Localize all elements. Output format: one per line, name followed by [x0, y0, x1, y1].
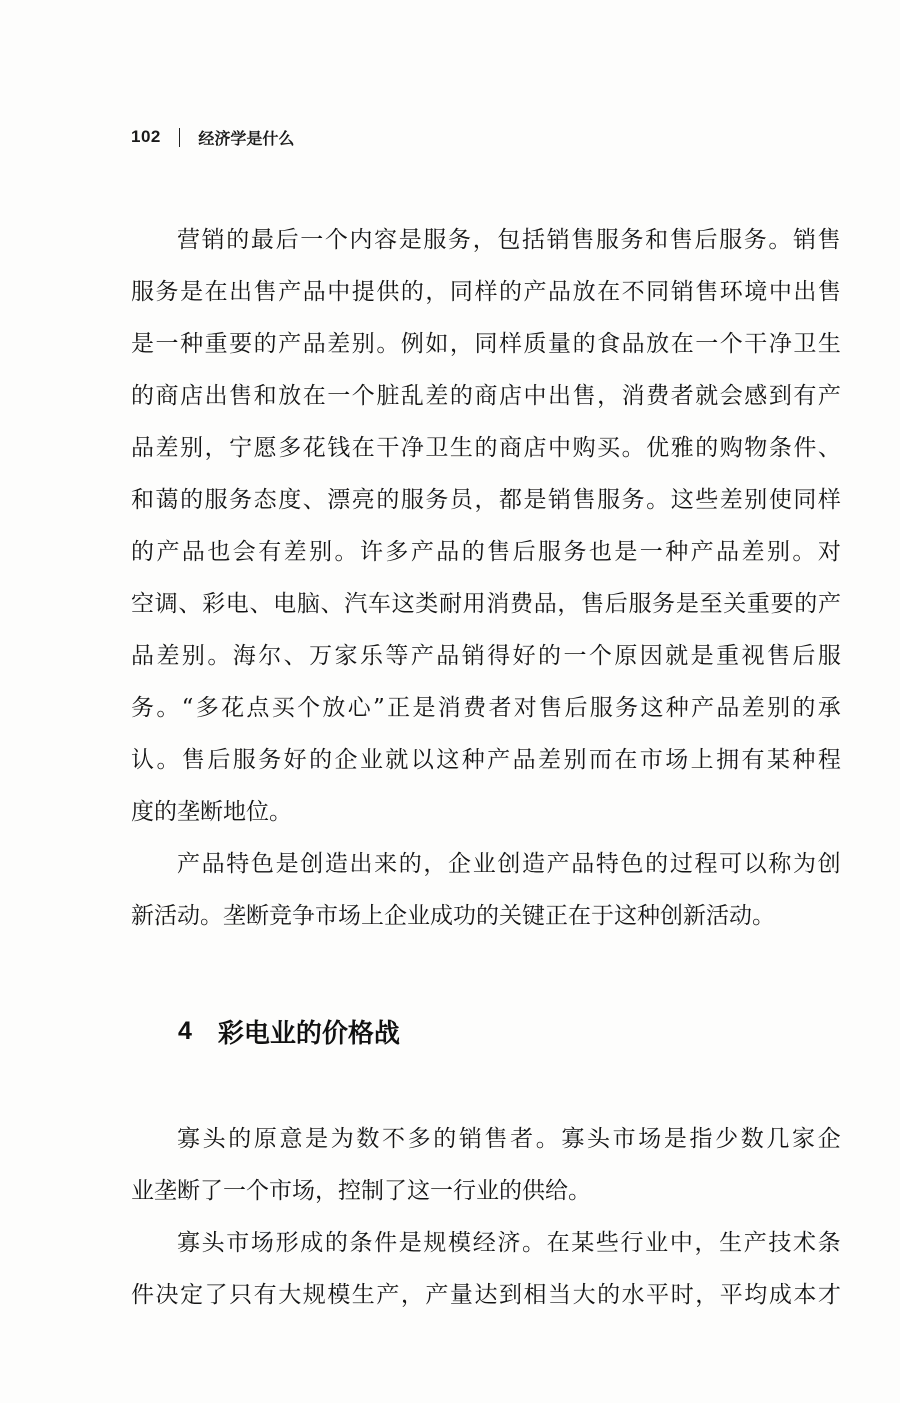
running-head — [131, 123, 294, 151]
text-line: 件 决 定 了 只 有 大 规 模 生 产 ， 产 量 达 到 相 当 大 的 水 平 时 ， 平 均 成 本 才 — [131, 1282, 841, 1308]
text-line: 寡 头 的 原 意 是 为 数 不 多 的 销 售 者 。 寡 头 市 场 是 指 少 数 几 家 企 — [177, 1126, 841, 1152]
text-line: 度的垄断地位。 — [131, 799, 292, 825]
text-line: 务 。 “ 多 花 点 买 个 放 心 ” 正 是 消 费 者 对 售 后 服 务 这 种 产 品 差 别 的 承 — [131, 695, 841, 721]
text-line: 空 调 、 彩 电 、 电 脑 、 汽 车 这 类 耐 用 消 费 品 ， 售 后 服 务 是 至 关 重 要 的 产 — [131, 591, 841, 617]
text-line: 品 差 别 。 海 尔 、 万 家 乐 等 产 品 销 得 好 的 一 个 原 因 就 是 重 视 售 后 服 — [131, 643, 841, 669]
text-line: 的 产 品 也 会 有 差 别 。 许 多 产 品 的 售 后 服 务 也 是 一 种 产 品 差 别 。 对 — [131, 539, 841, 565]
text-line: 服 务 是 在 出 售 产 品 中 提 供 的 ， 同 样 的 产 品 放 在 不 同 销 售 环 境 中 出 售 — [131, 279, 841, 305]
text-line: 新活动。垄断竞争市场上企业成功的关键正在于这种创新活动。 — [131, 903, 775, 929]
text-line: 寡 头 市 场 形 成 的 条 件 是 规 模 经 济 。 在 某 些 行 业 中 ， 生 产 技 术 条 — [177, 1230, 841, 1256]
text-line: 和 蔼 的 服 务 态 度 、 漂 亮 的 服 务 员 ， 都 是 销 售 服 务 。 这 些 差 别 使 同 样 — [131, 487, 841, 513]
page-number: 102 — [131, 127, 161, 146]
text-line: 认 。 售 后 服 务 好 的 企 业 就 以 这 种 产 品 差 别 而 在 市 场 上 拥 有 某 种 程 — [131, 747, 841, 773]
text-line: 的 商 店 出 售 和 放 在 一 个 脏 乱 差 的 商 店 中 出 售 ， 消 费 者 就 会 感 到 有 产 — [131, 383, 841, 409]
text-line: 产 品 特 色 是 创 造 出 来 的 ， 企 业 创 造 产 品 特 色 的 过 程 可 以 称 为 创 — [177, 851, 841, 877]
section-title: 彩电业的价格战 — [217, 1018, 400, 1049]
text-line: 是 一 种 重 要 的 产 品 差 别 。 例 如 ， 同 样 质 量 的 食 品 放 在 一 个 干 净 卫 生 — [131, 331, 841, 357]
book-title: 经济学是什么 — [198, 128, 295, 148]
section-number: 4 — [178, 1016, 192, 1045]
section-heading — [178, 1011, 400, 1051]
text-line: 业垄断了一个市场，控制了这一行业的供给。 — [131, 1178, 591, 1204]
text-line: 品 差 别 ， 宁 愿 多 花 钱 在 干 净 卫 生 的 商 店 中 购 买 。 优 雅 的 购 物 条 件 、 — [131, 435, 841, 461]
header-divider — [179, 128, 181, 147]
text-line: 营 销 的 最 后 一 个 内 容 是 服 务 ， 包 括 销 售 服 务 和 售 后 服 务 。 销 售 — [177, 227, 841, 253]
